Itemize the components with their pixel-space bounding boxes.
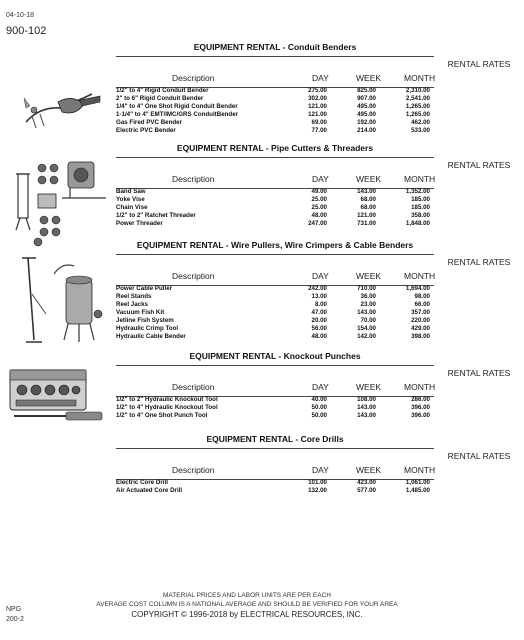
- row-day: 132.00: [308, 487, 327, 494]
- row-month: 220.00: [411, 317, 430, 324]
- month-column-header: MONTH: [404, 73, 436, 83]
- row-month: 358.00: [411, 212, 430, 219]
- row-description: 1/2" to 2" Hydraulic Knockout Tool: [116, 396, 218, 403]
- pipe-threader-illustration: [14, 158, 112, 248]
- table-row: [116, 396, 434, 404]
- table-row: [116, 119, 434, 127]
- row-description: 2" to 6" Rigid Conduit Bender: [116, 95, 204, 102]
- row-week: 143.00: [357, 188, 376, 195]
- row-description: Hydraulic Crimp Tool: [116, 325, 179, 332]
- row-day: 49.00: [311, 188, 327, 195]
- table-row: [116, 487, 434, 495]
- week-column-header: WEEK: [356, 271, 382, 281]
- row-day: 25.00: [311, 204, 327, 211]
- table-row: [116, 204, 434, 212]
- table-row: [116, 285, 434, 293]
- week-column-header: WEEK: [356, 465, 382, 475]
- row-day: 13.00: [311, 293, 327, 300]
- row-month: 1,265.00: [405, 111, 430, 118]
- row-week: 423.00: [357, 479, 376, 486]
- table-row: [116, 196, 434, 204]
- row-month: 462.00: [411, 119, 430, 126]
- row-day: 121.00: [308, 111, 327, 118]
- row-day: 40.00: [311, 396, 327, 403]
- section-title: EQUIPMENT RENTAL - Conduit Benders: [193, 42, 357, 52]
- row-day: 275.00: [308, 87, 327, 94]
- table-row: [116, 325, 434, 333]
- table-header: [116, 254, 511, 286]
- row-description: Power Threader: [116, 220, 163, 227]
- row-month: 98.00: [414, 293, 430, 300]
- table-row: [116, 309, 434, 317]
- day-column-header: DAY: [312, 382, 329, 392]
- day-column-header: DAY: [312, 174, 329, 184]
- row-week: 192.00: [357, 119, 376, 126]
- row-week: 495.00: [357, 103, 376, 110]
- table-row: [116, 111, 434, 119]
- row-month: 66.00: [414, 301, 430, 308]
- table-row: [116, 293, 434, 301]
- section-title: EQUIPMENT RENTAL - Wire Pullers, Wire Crimpers & Cable Benders: [136, 240, 414, 250]
- row-day: 69.00: [311, 119, 327, 126]
- day-column-header: DAY: [312, 271, 329, 281]
- day-column-header: DAY: [312, 73, 329, 83]
- header-date: 04-10-18: [6, 12, 35, 19]
- row-description: Electric PVC Bender: [116, 127, 176, 134]
- row-week: 143.00: [357, 309, 376, 316]
- section-title: EQUIPMENT RENTAL - Core Drills: [206, 434, 344, 444]
- row-week: 214.00: [357, 127, 376, 134]
- row-week: 825.00: [357, 87, 376, 94]
- row-description: 1/2" to 4" One Shot Punch Tool: [116, 412, 208, 419]
- row-month: 396.00: [411, 404, 430, 411]
- row-month: 429.00: [411, 325, 430, 332]
- table-body: [116, 396, 434, 420]
- header-code: 900-102: [6, 25, 47, 37]
- footer-page-number: 200-2: [6, 616, 24, 623]
- month-column-header: MONTH: [404, 271, 436, 281]
- day-column-header: DAY: [312, 465, 329, 475]
- footer-publisher: NPG: [6, 606, 22, 613]
- row-description: Reel Jacks: [116, 301, 148, 308]
- footer-note-1: MATERIAL PRICES AND LABOR UNITS ARE PER EACH: [163, 592, 331, 599]
- rental-rates-label: RENTAL RATES: [447, 257, 511, 267]
- row-week: 142.00: [357, 333, 376, 340]
- conduit-bender-illustration: [22, 86, 104, 130]
- row-description: Power Cable Puller: [116, 285, 173, 292]
- row-description: Vacuum Fish Kit: [116, 309, 165, 316]
- row-day: 48.00: [311, 333, 327, 340]
- row-day: 56.00: [311, 325, 327, 332]
- table-row: [116, 301, 434, 309]
- row-week: 121.00: [357, 212, 376, 219]
- week-column-header: WEEK: [356, 73, 382, 83]
- row-month: 185.00: [411, 196, 430, 203]
- rental-rates-label: RENTAL RATES: [447, 451, 511, 461]
- row-month: 185.00: [411, 204, 430, 211]
- table-row: [116, 333, 434, 341]
- table-row: [116, 404, 434, 412]
- description-column-header: Description: [172, 174, 215, 184]
- row-description: Yoke Vise: [116, 196, 145, 203]
- row-day: 50.00: [311, 404, 327, 411]
- row-month: 1,352.00: [405, 188, 430, 195]
- table-row: [116, 479, 434, 487]
- month-column-header: MONTH: [404, 465, 436, 475]
- row-month: 1,061.00: [405, 479, 430, 486]
- table-row: [116, 317, 434, 325]
- table-body: [116, 87, 434, 135]
- row-week: 710.00: [357, 285, 376, 292]
- row-week: 108.00: [357, 396, 376, 403]
- row-day: 77.00: [311, 127, 327, 134]
- row-description: Gas Fired PVC Bender: [116, 119, 183, 126]
- row-month: 398.00: [411, 333, 430, 340]
- row-week: 731.00: [357, 220, 376, 227]
- row-month: 1,485.00: [405, 487, 430, 494]
- month-column-header: MONTH: [404, 174, 436, 184]
- row-week: 154.00: [357, 325, 376, 332]
- table-header: [116, 56, 511, 88]
- row-month: 1,265.00: [405, 103, 430, 110]
- table-row: [116, 188, 434, 196]
- description-column-header: Description: [172, 73, 215, 83]
- row-month: 533.00: [411, 127, 430, 134]
- table-body: [116, 285, 434, 341]
- row-description: 1/2" to 2" Ratchet Threader: [116, 212, 196, 219]
- month-column-header: MONTH: [404, 382, 436, 392]
- row-description: Reel Stands: [116, 293, 152, 300]
- row-day: 48.00: [311, 212, 327, 219]
- row-day: 47.00: [311, 309, 327, 316]
- section-title: EQUIPMENT RENTAL - Pipe Cutters & Threaders: [176, 143, 374, 153]
- table-header: [116, 157, 511, 189]
- table-row: [116, 95, 434, 103]
- row-month: 1,848.00: [405, 220, 430, 227]
- wire-puller-illustration: [12, 254, 112, 354]
- row-week: 577.00: [357, 487, 376, 494]
- row-description: Band Saw: [116, 188, 146, 195]
- footer-note-2: AVERAGE COST COLUMN IS A NATIONAL AVERAGE AND SHOULD BE VERIFIED FOR YOUR AREA: [96, 601, 398, 608]
- row-description: Electric Core Drill: [116, 479, 168, 486]
- row-day: 25.00: [311, 196, 327, 203]
- knockout-punch-kit-illustration: [6, 364, 110, 424]
- row-description: 1/4" to 4" One Shot Rigid Conduit Bender: [116, 103, 238, 110]
- row-week: 68.00: [360, 204, 376, 211]
- rental-rates-label: RENTAL RATES: [447, 59, 511, 69]
- row-month: 1,694.00: [405, 285, 430, 292]
- row-week: 36.00: [360, 293, 376, 300]
- row-week: 143.00: [357, 412, 376, 419]
- row-week: 495.00: [357, 111, 376, 118]
- table-row: [116, 103, 434, 111]
- row-description: Jetline Fish System: [116, 317, 174, 324]
- week-column-header: WEEK: [356, 382, 382, 392]
- row-description: Hydraulic Cable Bender: [116, 333, 186, 340]
- row-week: 68.00: [360, 196, 376, 203]
- table-row: [116, 220, 434, 228]
- row-week: 23.00: [360, 301, 376, 308]
- table-row: [116, 87, 434, 95]
- row-day: 20.00: [311, 317, 327, 324]
- row-day: 101.00: [308, 479, 327, 486]
- row-month: 2,310.00: [405, 87, 430, 94]
- table-row: [116, 212, 434, 220]
- table-body: [116, 188, 434, 228]
- table-header: [116, 365, 511, 397]
- row-month: 357.00: [411, 309, 430, 316]
- table-row: [116, 127, 434, 135]
- row-description: Air Actuated Core Drill: [116, 487, 183, 494]
- table-row: [116, 412, 434, 420]
- row-week: 907.00: [357, 95, 376, 102]
- row-month: 286.00: [411, 396, 430, 403]
- week-column-header: WEEK: [356, 174, 382, 184]
- table-header: [116, 448, 511, 480]
- row-description: 1/2" to 4" Rigid Conduit Bender: [116, 87, 209, 94]
- description-column-header: Description: [172, 382, 215, 392]
- row-day: 247.00: [308, 220, 327, 227]
- row-day: 50.00: [311, 412, 327, 419]
- row-day: 8.00: [314, 301, 327, 308]
- footer-copyright: COPYRIGHT © 1996-2018 by ELECTRICAL RESOURCES, INC.: [131, 610, 363, 619]
- rental-rates-label: RENTAL RATES: [447, 368, 511, 378]
- row-description: 1-1/4" to 4" EMT/IMC/GRS ConduitBender: [116, 111, 239, 118]
- row-month: 396.00: [411, 412, 430, 419]
- row-description: 1/2" to 4" Hydraulic Knockout Tool: [116, 404, 218, 411]
- description-column-header: Description: [172, 465, 215, 475]
- table-body: [116, 479, 434, 495]
- rental-rates-label: RENTAL RATES: [447, 160, 511, 170]
- row-day: 302.00: [308, 95, 327, 102]
- row-week: 70.00: [360, 317, 376, 324]
- row-week: 143.00: [357, 404, 376, 411]
- row-day: 242.00: [308, 285, 327, 292]
- row-month: 2,541.00: [405, 95, 430, 102]
- description-column-header: Description: [172, 271, 215, 281]
- section-title: EQUIPMENT RENTAL - Knockout Punches: [189, 351, 361, 361]
- row-day: 121.00: [308, 103, 327, 110]
- row-description: Chain Vise: [116, 204, 148, 211]
